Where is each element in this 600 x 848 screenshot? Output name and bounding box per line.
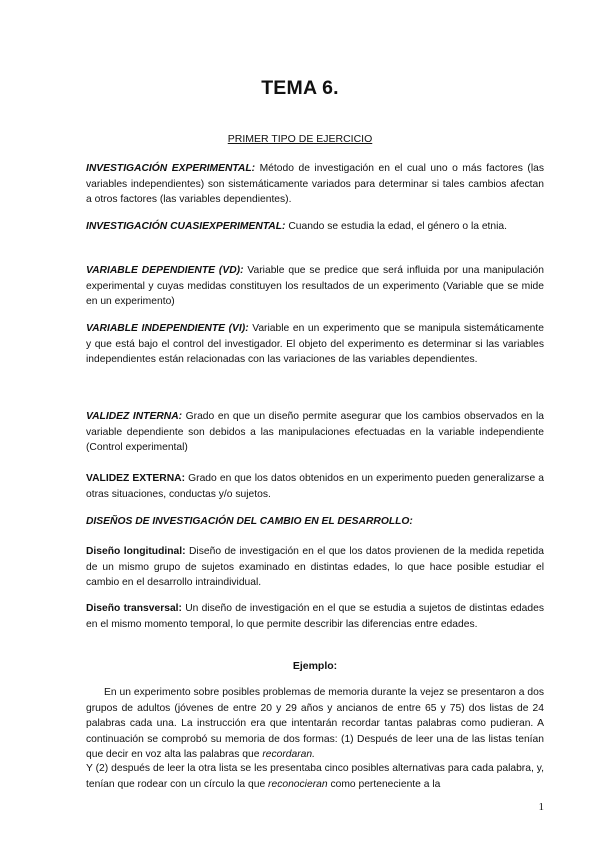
definition-text: Variable que se predice que será influida por una manipulación experimental y cuyas medidas constituyen los resultados de un experimento (Variable que se mide en un experimento) [86,265,544,307]
section-subtitle: PRIMER TIPO DE EJERCICIO [227,133,373,145]
definition-text: Un diseño de investigación en el que se estudia a sujetos de distintas edades en el mismo momento temporal, lo que permite describir las diferencias entre edades. [86,603,544,630]
definition-investigacion-experimental [86,161,544,208]
example-text: Y (2) después de leer la otra lista se les presentaba cinco posibles alternativas para cada palabra, y, tenían que rodear con un círculo la que [86,763,544,790]
definition-text: Diseño de investigación en el que los datos provienen de la medida repetida de un mismo grupo de sujetos examinado en distintas edades, lo que hace posible estudiar el cambio en el desarrollo intraindividual. [86,546,544,588]
example-text: como perteneciente a la [327,778,441,790]
definition-term: INVESTIGACIÓN CUASIEXPERIMENTAL: [86,221,286,232]
definition-term: VALIDEZ INTERNA: [86,411,183,422]
example-heading: Ejemplo: [292,660,338,672]
designs-heading [86,514,544,530]
definition-variable-independiente [86,321,544,368]
example-text: En un experimento sobre posibles problemas de memoria durante la vejez se presentaron a dos grupos de adultos (jóvenes de entre 20 y 29 años y ancianos de entre 65 y 75) dos listas de 24 palabras cada una. La instrucción era que intentarán recordar tantas palabras como pudieran. A continuación se comprobó su memoria de dos formas: (1) Después de leer una de las listas tenían que decir en voz alta las palabras que [86,687,544,760]
example-paragraph-1 [86,685,544,763]
example-paragraph-2 [86,761,544,792]
definition-term: Diseño transversal: [86,603,182,614]
example-emphasis: reconocieran [268,778,328,790]
page-title: TEMA 6. [261,77,339,99]
definition-term: VARIABLE DEPENDIENTE (VD): [86,265,244,276]
definition-validez-externa [86,471,544,502]
definition-text: Método de investigación en el cual uno o más factores (las variables independientes) son sistemáticamente variados para determinar si tales cambios afectan a otros factores (las variables dependientes). [86,163,545,205]
definition-diseno-longitudinal [86,544,544,591]
definition-term: Diseño longitudinal: [86,546,186,557]
page-number: 1 [538,801,544,813]
example-emphasis: recordaran. [262,749,315,760]
definition-term: VALIDEZ EXTERNA: [86,473,186,484]
definition-text: Grado en que un diseño permite asegurar que los cambios observados en la variable dependiente son debidos a las manipulaciones efectuadas en la variable independiente (Control experimental) [86,411,544,453]
definition-text: Cuando se estudia la edad, el género o la etnia. [285,221,508,232]
definition-text: Grado en que los datos obtenidos en un experimento pueden generalizarse a otras situaciones, conductas y/o sujetos. [86,473,545,500]
definition-term: VARIABLE INDEPENDIENTE (VI): [86,323,249,334]
definition-validez-interna [86,409,544,456]
designs-heading-text: DISEÑOS DE INVESTIGACIÓN DEL CAMBIO EN EL DESARROLLO: [86,516,413,527]
definition-investigacion-cuasiexperimental [86,219,544,235]
definition-term: INVESTIGACIÓN EXPERIMENTAL: [86,163,256,174]
definition-variable-dependiente [86,263,544,310]
definition-text: Variable en un experimento que se manipula sistemáticamente y que está bajo el control del investigador. El objeto del experimento es determinar si las variables independientes están relacionadas con las variaciones de las variables dependientes. [86,323,544,365]
definition-diseno-transversal [86,601,544,632]
